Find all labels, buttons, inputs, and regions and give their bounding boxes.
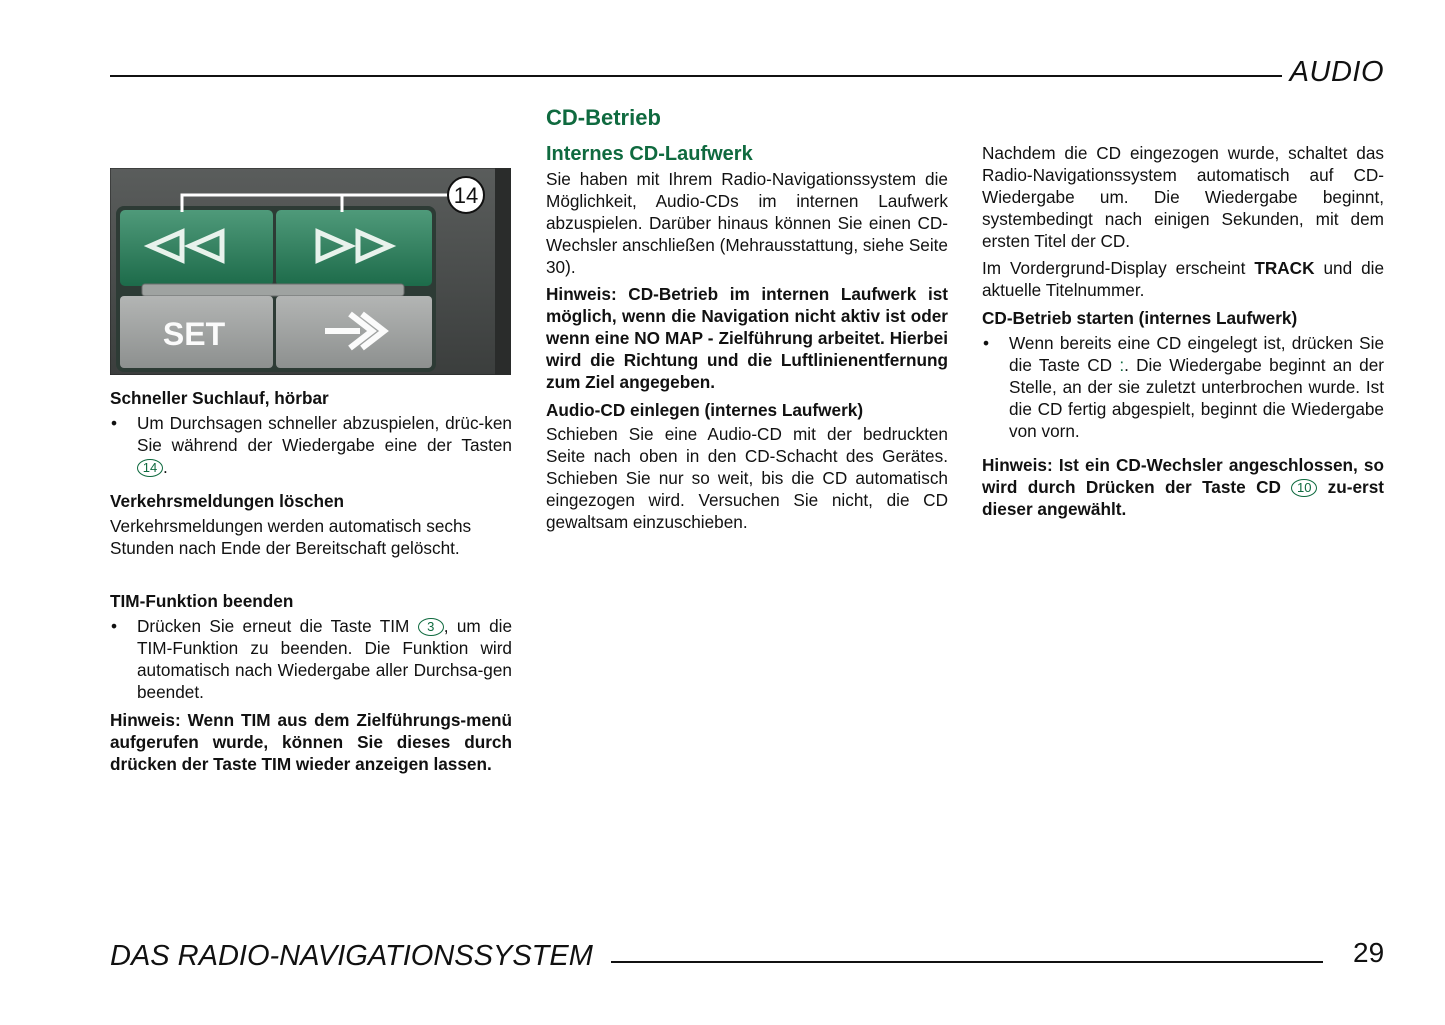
paragraph: Im Vordergrund-Display erscheint TRACK und die aktuelle Titelnummer. (982, 258, 1385, 300)
bullet-dot: • (983, 333, 990, 353)
subtitle: Internes CD-Laufwerk (546, 143, 753, 165)
footer-rule (611, 961, 1323, 963)
page-number: 29 (1353, 937, 1385, 968)
section-heading: TIM-Funktion beenden (110, 591, 294, 611)
ref-badge: 3 (418, 618, 444, 636)
paragraph: Sie haben mit Ihrem Radio-Navigationssystem die Möglichkeit, Audio-CDs im internen Laufwerk abzuspielen. Darüber hinaus können Sie einen CD-Wechsler anschließen (Mehrausstattung, siehe Seite 30). (546, 169, 948, 277)
paragraph: Schieben Sie eine Audio-CD mit der bedruckten Seite nach oben in den CD-Schacht des Gerätes. Schieben Sie nur so weit, bis die CD automatisch eingezogen wird. Versuchen Sie nicht, die CD gewaltsam einzuschieben. (546, 424, 948, 532)
ref-badge: 14 (137, 459, 163, 477)
bullet-dot: • (111, 616, 118, 636)
section-heading: Schneller Suchlauf, hörbar (110, 388, 329, 408)
ref-badge: 10 (1291, 479, 1317, 497)
note: Hinweis: Ist ein CD-Wechsler angeschlossen, so wird durch Drücken der Taste CD 10 zu-erst dieser angewählt. (982, 455, 1384, 519)
section-heading: Audio-CD einlegen (internes Laufwerk) (546, 400, 864, 420)
paragraph: Nachdem die CD eingezogen wurde, schaltet das Radio-Navigationssystem automatisch auf CD-Wiedergabe um. Die Wiedergabe beginnt, systembedingt nach einigen Sekunden, mit dem ersten Titel der CD. (982, 143, 1384, 251)
section-title: AUDIO (1289, 56, 1384, 88)
set-label: SET (162, 316, 226, 352)
bullet-dot: • (111, 413, 118, 433)
callout-number: 14 (453, 183, 479, 208)
paragraph: Verkehrsmeldungen werden automatisch sechs Stunden nach Ende der Bereitschaft gelöscht. (110, 516, 472, 558)
bullet-item: • Drücken Sie erneut die Taste TIM 3 , um die TIM-Funktion zu beenden. Die Funktion wird automatisch nach Wiedergabe aller Durchsa-gen beendet. (111, 616, 513, 702)
fast-forward-button (276, 210, 432, 286)
track-label: TRACK (1254, 258, 1315, 278)
radio-buttons-photo (110, 168, 511, 375)
note: Hinweis: Wenn TIM aus dem Zielführungs-menü aufgerufen wurde, können Sie dieses durch drücken der Taste TIM wieder anzeigen lassen. (110, 710, 512, 774)
header-rule (110, 75, 1282, 77)
bullet-item: • Wenn bereits eine CD eingelegt ist, drücken Sie die Taste CD :. Die Wiedergabe beginnt an der Stelle, an der sie zuletzt unterbrochen wurde. Ist die CD fertig abgespielt, beginnt die Wiedergabe von vorn. (983, 333, 1384, 441)
footer-title: DAS RADIO-NAVIGATIONSSYSTEM (110, 940, 593, 972)
bullet-text: Drücken Sie erneut die Taste TIM (137, 616, 410, 636)
page-title: CD-Betrieb (546, 105, 661, 130)
section-heading: CD-Betrieb starten (internes Laufwerk) (982, 308, 1298, 328)
bullet-item: • Um Durchsagen schneller abzuspielen, drüc-ken Sie während der Wiedergabe eine der Tasten 14 . (111, 413, 512, 477)
section-heading: Verkehrsmeldungen löschen (110, 491, 345, 511)
note: Hinweis: CD-Betrieb im internen Laufwerk ist möglich, wenn die Navigation nicht aktiv ist oder wenn eine NO MAP - Zielführung arbeitet. Hierbei wird die Richtung und die Luftlinienentfernung zum Ziel angegeben. (546, 284, 948, 392)
ref-badge: : (1119, 355, 1125, 375)
bullet-text: Wenn bereits eine CD eingelegt ist, drücken Sie die Taste CD (1009, 333, 1384, 375)
bullet-text: Um Durchsagen schneller abzuspielen, drüc-ken Sie während der Wiedergabe eine der Tasten (137, 413, 512, 455)
